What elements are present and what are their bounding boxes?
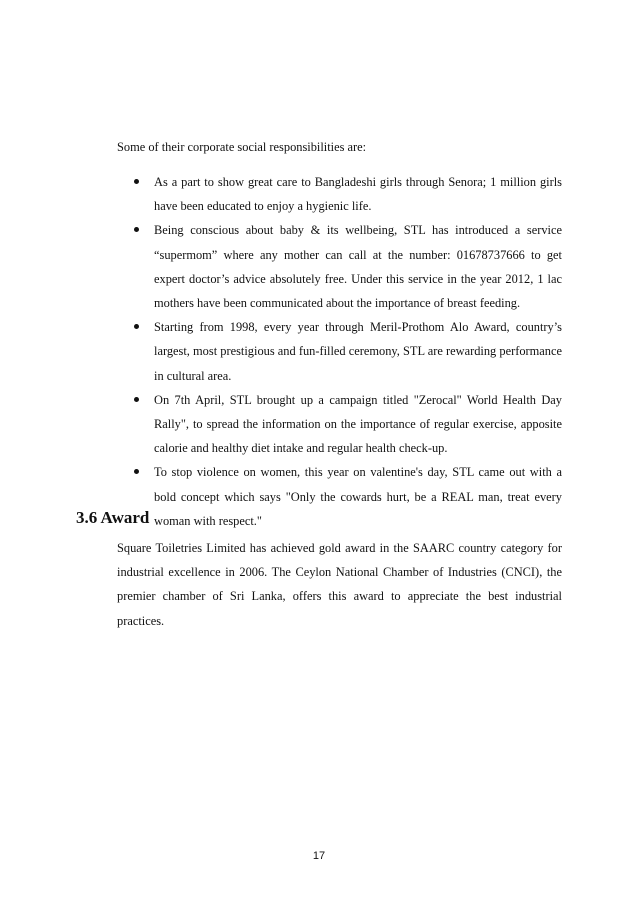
csr-bullet-list — [130, 170, 562, 533]
bullet-icon — [134, 179, 139, 184]
csr-intro: Some of their corporate social responsibilities are: — [117, 140, 367, 154]
list-item-text: Starting from 1998, every year through Meril-Prothom Alo Award, country’s largest, most prestigious and fun-filled ceremony, STL are rewarding performance in cultural area. — [154, 320, 562, 383]
bullet-icon — [134, 324, 139, 329]
bullet-icon — [134, 397, 139, 402]
list-item — [130, 218, 562, 315]
bullet-icon — [134, 469, 139, 474]
list-item — [130, 170, 562, 218]
list-item — [130, 388, 562, 461]
award-paragraph: Square Toiletries Limited has achieved gold award in the SAARC country category for industrial excellence in 2006. The Ceylon National Chamber of Industries (CNCI), the premier chamber of Sri Lanka, offers this award to appreciate the best industrial practices. — [117, 541, 562, 628]
section-heading-award: 3.6 Award — [76, 508, 150, 527]
list-item-text: As a part to show great care to Bangladeshi girls through Senora; 1 million girls have been educated to enjoy a hygienic life. — [154, 175, 562, 214]
list-item-text: On 7th April, STL brought up a campaign titled "Zerocal" World Health Day Rally", to spread the information on the importance of regular exercise, apposite calorie and healthy diet intake and regular health check-up. — [154, 392, 562, 456]
list-item — [130, 315, 562, 388]
page-number: 17 — [312, 850, 326, 862]
list-item — [130, 460, 562, 533]
list-item-text: To stop violence on women, this year on valentine's day, STL came out with a bold concept which says "Only the cowards hurt, be a REAL man, treat every woman with respect." — [154, 465, 562, 528]
list-item-text: Being conscious about baby & its wellbeing, STL has introduced a service “supermom” where any mother can call at the number: 01678737666 to get expert doctor’s advice absolutely free. Under this service in the year 2012, 1 lac mothers have been communicated about the importance of breast feeding. — [154, 223, 562, 311]
bullet-icon — [134, 227, 139, 232]
